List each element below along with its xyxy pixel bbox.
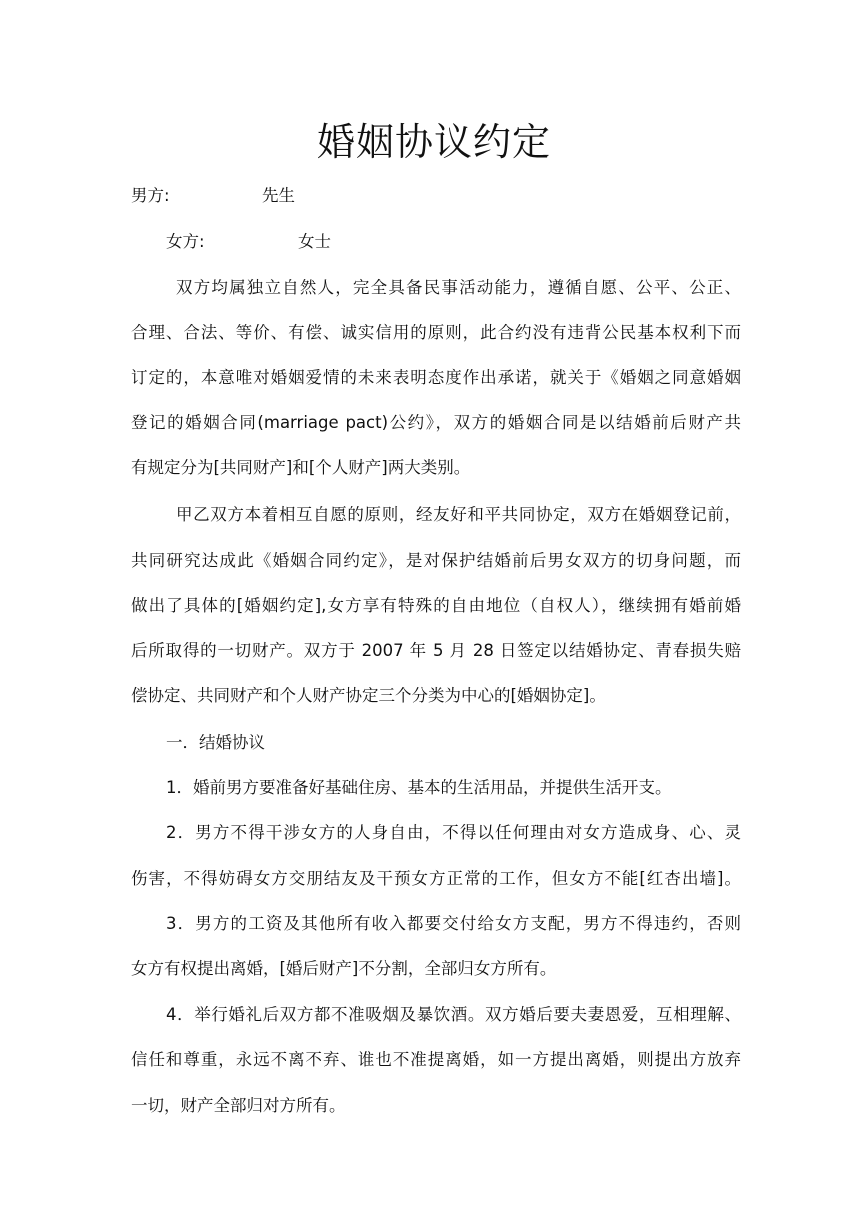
clause-line: 1．婚前男方要准备好基础住房、基本的生活用品，并提供生活开支。: [166, 778, 672, 797]
clause-line: 3．男方的工资及其他所有收入都要交付给女方支配，男方不得违约，否则: [166, 914, 741, 933]
paragraph-line: 合理、合法、等价、有偿、诚实信用的原则，此合约没有违背公民基本权利下而: [131, 323, 741, 342]
clause-line: 一切，财产全部归对方所有。: [131, 1096, 346, 1115]
paragraph-line: 甲乙双方本着相互自愿的原则，经友好和平共同协定，双方在婚姻登记前，: [176, 505, 741, 524]
paragraph-line: 订定的，本意唯对婚姻爱情的未来表明态度作出承诺，就关于《婚姻之同意婚姻: [131, 368, 741, 387]
paragraph-line: 双方均属独立自然人，完全具备民事活动能力，遵循自愿、公平、公正、: [176, 278, 741, 297]
clause-line: 4．举行婚礼后双方都不准吸烟及暴饮酒。双方婚后要夫妻恩爱，互相理解、: [166, 1005, 741, 1024]
paragraph-line: 做出了具体的[婚姻约定],女方享有特殊的自由地位（自权人），继续拥有婚前婚: [131, 596, 741, 615]
section-heading: 一．结婚协议: [166, 733, 265, 752]
document-title: 婚姻协议约定: [316, 120, 551, 164]
clause-line: 伤害，不得妨碍女方交朋结友及干预女方正常的工作，但女方不能[红杏出墙]。: [131, 869, 741, 888]
paragraph-line: 偿协定、共同财产和个人财产协定三个分类为中心的[婚姻协定]。: [131, 686, 606, 705]
husband-suffix: 先生: [262, 186, 295, 205]
clause-line: 信任和尊重，永远不离不弃、谁也不准提离婚，如一方提出离婚，则提出方放弃: [131, 1050, 741, 1069]
wife-label: 女方:: [166, 232, 205, 251]
clause-line: 2．男方不得干涉女方的人身自由，不得以任何理由对女方造成身、心、灵: [166, 823, 741, 842]
clause-line: 女方有权提出离婚，[婚后财产]不分割，全部归女方所有。: [131, 959, 557, 978]
husband-label: 男方:: [131, 186, 170, 205]
paragraph-line: 后所取得的一切财产。双方于 2007 年 5 月 28 日签定以结婚协定、青春损失赔: [131, 641, 741, 660]
wife-suffix: 女士: [298, 232, 331, 251]
paragraph-line: 有规定分为[共同财产]和[个人财产]两大类别。: [131, 458, 471, 477]
paragraph-line: 登记的婚姻合同(marriage pact)公约》，双方的婚姻合同是以结婚前后财产共: [131, 413, 741, 432]
paragraph-line: 共同研究达成此《婚姻合同约定》，是对保护结婚前后男女双方的切身问题，而: [131, 551, 741, 570]
